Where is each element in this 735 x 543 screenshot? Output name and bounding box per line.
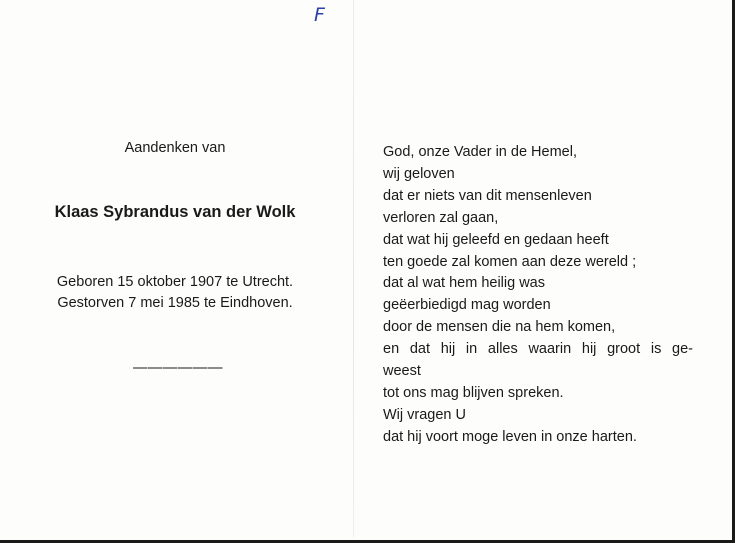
life-dates: [20, 272, 330, 314]
poem-line: wij geloven: [383, 165, 455, 182]
birth-line: Geboren 15 oktober 1907 te Utrecht.: [56, 274, 294, 290]
poem-line: God, onze Vader in de Hemel,: [383, 144, 577, 160]
deceased-name: Klaas Sybrandus van der Wolk: [54, 203, 296, 221]
poem-line: dat er niets van dit mensenleven: [383, 187, 592, 204]
divider-dashes: ——————: [133, 360, 223, 376]
poem-line: tot ons mag blijven spreken.: [383, 384, 564, 401]
poem-line: dat al wat hem heilig was: [383, 275, 545, 292]
intro-text: Aandenken van: [124, 140, 226, 156]
poem-line: Wij vragen U: [383, 406, 466, 423]
poem-line: ten goede zal komen aan deze wereld ;: [383, 253, 637, 270]
poem-line: dat wat hij geleefd en gedaan heeft: [383, 231, 609, 248]
poem-line: verloren zal gaan,: [383, 209, 499, 226]
handwritten-mark: F: [314, 4, 325, 26]
death-line: Gestorven 7 mei 1985 te Eindhoven.: [57, 295, 293, 311]
poem-line: geëerbiedigd mag worden: [383, 297, 551, 314]
poem-line: weest: [383, 363, 421, 380]
card-fold-line: [353, 0, 354, 537]
poem-line: door de mensen die na hem komen,: [383, 319, 616, 336]
poem-line: dat hij voort moge leven in onze harten.: [383, 428, 637, 445]
poem-line: en dat hij in alles waarin hij groot is ge-: [383, 341, 693, 358]
poem: [383, 142, 703, 449]
